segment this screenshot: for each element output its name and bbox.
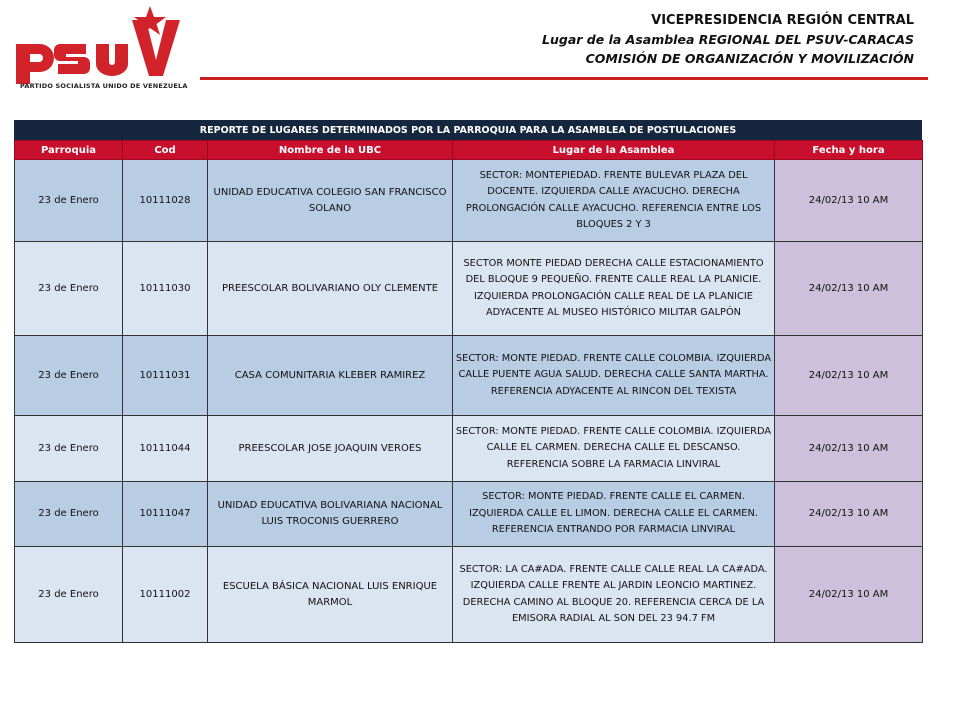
cell-ubc: CASA COMUNITARIA KLEBER RAMIREZ [208,336,453,416]
header-line-1: VICEPRESIDENCIA REGIÓN CENTRAL [651,13,914,28]
table-row [15,547,923,643]
report-table-container [14,120,922,643]
cell-lugar: SECTOR: MONTEPIEDAD. FRENTE BULEVAR PLAZA DEL DOCENTE. IZQUIERDA CALLE AYACUCHO. DERECHA PROLONGACIÓN CALLE AYACUCHO. REFERENCIA ENTRE LOS BLOQUES 2 Y 3 [453,160,775,242]
logo-caption: PARTIDO SOCIALISTA UNIDO DE VENEZUELA [20,82,188,90]
table-row [15,482,923,547]
cell-ubc: ESCUELA BÁSICA NACIONAL LUIS ENRIQUE MARMOL [208,547,453,643]
cell-lugar: SECTOR: LA CA#ADA. FRENTE CALLE CALLE REAL LA CA#ADA. IZQUIERDA CALLE FRENTE AL JARDIN LEONCIO MARTINEZ. DERECHA CAMINO AL BLOQUE 20. REFERENCIA CERCA DE LA EMISORA RADIAL AL SON DEL 23 94.7 FM [453,547,775,643]
cell-lugar: SECTOR: MONTE PIEDAD. FRENTE CALLE COLOMBIA. IZQUIERDA CALLE EL CARMEN. DERECHA CALLE EL DESCANSO. REFERENCIA SOBRE LA FARMACIA LINVIRAL [453,416,775,482]
table-row [15,416,923,482]
header-text [542,12,914,68]
cell-cod: 10111044 [123,416,208,482]
cell-ubc: UNIDAD EDUCATIVA COLEGIO SAN FRANCISCO SOLANO [208,160,453,242]
cell-fecha: 24/02/13 10 AM [775,242,923,336]
cell-cod: 10111002 [123,547,208,643]
cell-cod: 10111047 [123,482,208,547]
cell-fecha: 24/02/13 10 AM [775,336,923,416]
table-row [15,160,923,242]
cell-lugar: SECTOR: MONTE PIEDAD. FRENTE CALLE EL CARMEN. IZQUIERDA CALLE EL LIMON. DERECHA CALLE EL CARMEN. REFERENCIA ENTRANDO POR FARMACIA LINVIRAL [453,482,775,547]
column-header-parroquia: Parroquia [15,141,123,160]
column-header-cod: Cod [123,141,208,160]
cell-fecha: 24/02/13 10 AM [775,160,923,242]
report-table [14,140,923,643]
report-title: REPORTE DE LUGARES DETERMINADOS POR LA PARROQUIA PARA LA ASAMBLEA DE POSTULACIONES [14,120,922,140]
column-header-ubc: Nombre de la UBC [208,141,453,160]
cell-cod: 10111028 [123,160,208,242]
cell-fecha: 24/02/13 10 AM [775,547,923,643]
cell-parroquia: 23 de Enero [15,242,123,336]
column-header-lugar: Lugar de la Asamblea [453,141,775,160]
cell-ubc: PREESCOLAR BOLIVARIANO OLY CLEMENTE [208,242,453,336]
cell-parroquia: 23 de Enero [15,160,123,242]
cell-ubc: UNIDAD EDUCATIVA BOLIVARIANA NACIONAL LUIS TROCONIS GUERRERO [208,482,453,547]
cell-parroquia: 23 de Enero [15,416,123,482]
header-divider [200,77,928,80]
cell-cod: 10111031 [123,336,208,416]
cell-cod: 10111030 [123,242,208,336]
cell-fecha: 24/02/13 10 AM [775,482,923,547]
table-row [15,336,923,416]
cell-parroquia: 23 de Enero [15,336,123,416]
cell-parroquia: 23 de Enero [15,482,123,547]
column-header-fecha: Fecha y hora [775,141,923,160]
header-line-3: COMISIÓN DE ORGANIZACIÓN Y MOVILIZACIÓN [585,51,914,66]
table-header-row [15,141,923,160]
cell-parroquia: 23 de Enero [15,547,123,643]
cell-lugar: SECTOR MONTE PIEDAD DERECHA CALLE ESTACIONAMIENTO DEL BLOQUE 9 PEQUEÑO. FRENTE CALLE REAL LA PLANICIE. IZQUIERDA PROLONGACIÓN CALLE REAL DE LA PLANICIE ADYACENTE AL MUSEO HISTÓRICO MILITAR GALPÓN [453,242,775,336]
cell-ubc: PREESCOLAR JOSE JOAQUIN VEROES [208,416,453,482]
cell-lugar: SECTOR: MONTE PIEDAD. FRENTE CALLE COLOMBIA. IZQUIERDA CALLE PUENTE AGUA SALUD. DERECHA CALLE SANTA MARTHA. REFERENCIA ADYACENTE AL RINCON DEL TEXISTA [453,336,775,416]
header-line-2: Lugar de la Asamblea REGIONAL DEL PSUV-CARACAS [542,32,914,47]
cell-fecha: 24/02/13 10 AM [775,416,923,482]
table-row [15,242,923,336]
